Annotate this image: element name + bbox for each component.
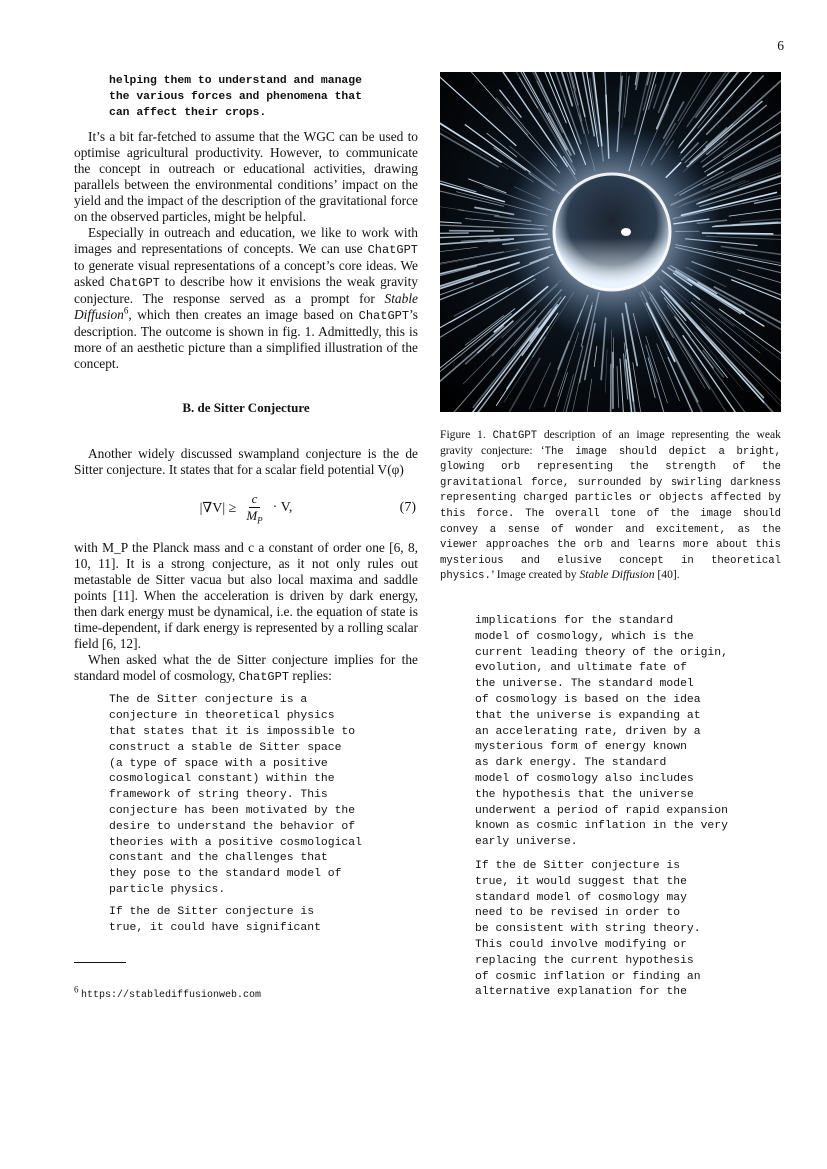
fraction-numerator: c (249, 491, 261, 508)
equation-number: (7) (399, 500, 416, 516)
caption-label: Figure 1. (440, 428, 486, 441)
footnote-url: https://stablediffusionweb.com (81, 990, 262, 1001)
chatgpt-mention: ChatGPT (238, 670, 290, 685)
chatgpt-mention: ChatGPT (367, 243, 418, 258)
equation-lhs: |∇V| ≥ (199, 500, 237, 516)
text-run: ’s description. The outcome is shown in fig. 1. Admittedly, this is more of an aesthetic picture than a simplified illustration of the concept. (74, 307, 418, 372)
stable-diffusion-mention: Stable Diffusion (579, 568, 655, 582)
footnote-divider (74, 962, 126, 963)
chatgpt-quote-crops: helping them to understand and manage the various forces and phenomena that can affect their crops. (109, 75, 362, 119)
fraction-denominator (243, 508, 265, 526)
left-column (74, 74, 418, 936)
light-ray (610, 364, 611, 412)
text-run: Especially in outreach and education, we like to work with images and representations of concepts. We can use (74, 225, 418, 257)
text-run: When asked what the de Sitter conjecture implies for the standard model of cosmology, (74, 652, 418, 684)
equation-7 (74, 486, 418, 530)
figure-1 (440, 72, 781, 584)
chatgpt-quote-cosmology: implications for the standard model of cosmology, which is the current leading theory of the origin, evolution, and ultimate fate of the universe. The standard model of cosmology is based on the idea that the universe is expanding at an accelerating rate, driven by a mysterious form of energy known as dark energy. The standard model of cosmology also includes the hypothesis that the universe underwent a period of rapid expansion known as cosmic inflation in the very early universe. (475, 615, 728, 849)
orb-highlight (621, 228, 631, 236)
paragraph-wgc-agriculture: It’s a bit far-fetched to assume that the WGC can be used to optimise agricultural productivity. However, to communicate the concept in outreach or educational activities, drawing parallels between the environmental conditions’ impact on the yield and the impact of the description of the gravitational force on the observed particles, might be helpful. (74, 129, 418, 225)
right-column-text (475, 614, 781, 1001)
denominator-symbol: M (246, 508, 258, 524)
text-run: to generate visual representations of a concept’s core ideas. We asked (74, 258, 418, 290)
text-run: [40]. (654, 568, 680, 582)
chatgpt-mention: ChatGPT (492, 430, 538, 442)
paragraph-de-sitter-intro: Another widely discussed swampland conjecture is the de Sitter conjecture. It states that for a scalar field potential V(φ) (74, 446, 418, 478)
footnote (74, 984, 262, 1001)
chatgpt-quote-continued: If the de Sitter conjecture is true, it could have significant (109, 905, 321, 934)
text-run: description of an image representing the weak gravity conjecture: ‘ (440, 428, 781, 457)
stable-diffusion-mention: Stable Diffusion (74, 291, 418, 323)
paragraph-outreach-images (74, 225, 418, 372)
chatgpt-quote-de-sitter: The de Sitter conjecture is a conjecture in theoretical physics that states that it is impossible to construct a stable de Sitter space (a type of space with a positive cosmological constant) within the framework of string theory. This conjecture has been motivated by the desire to understand the behavior of theories with a positive cosmological constant and the challenges that they pose to the standard model of particle physics. (109, 694, 362, 896)
paragraph-planck-mass: with M_P the Planck mass and c a constant of order one [6, 8, 10, 11]. It is a strong conjecture, as it not only rules out metastable de Sitter vacua but also local maxima and saddle points [11]. When the acceleration is driven by dark energy, then dark energy must be dynamical, i.e. the equation of state is time-dependent, if dark energy is represented by a rolling scalar field [6, 12]. (74, 540, 418, 652)
equation-fraction (243, 491, 265, 526)
glowing-orb-image (440, 72, 781, 412)
chatgpt-mention: ChatGPT (358, 309, 410, 324)
chatgpt-mention: ChatGPT (109, 276, 160, 291)
footnote-number: 6 (74, 984, 79, 995)
text-run: to describe how it envisions the weak gravity conjecture. The response served as a prompt for (74, 274, 418, 307)
page-number: 6 (777, 38, 784, 53)
caption-prompt-quote: The image should depict a bright, glowing orb representing the strength of the gravitational force, surrounded by swirling darkness representing charged particles or objects affected by this force. The overall tone of the image should convey a sense of wonder and excitement, as the viewer approaches the orb and learns more about this mysterious and elusive concept in theoretical physics. (440, 445, 781, 583)
section-heading: B. de Sitter Conjecture (182, 400, 310, 416)
equation-rhs: · V, (272, 500, 293, 516)
figure-caption (440, 428, 781, 584)
text-run: ’ Image created by (490, 568, 580, 582)
paragraph-chatgpt-replies (74, 652, 418, 685)
denominator-subscript: P (257, 515, 263, 526)
chatgpt-quote-revision: If the de Sitter conjecture is true, it would suggest that the standard model of cosmology may need to be revised in order to be consistent with string theory. This could involve modifying or replacing the current hypothesis of cosmic inflation or finding an alternative explanation for the (475, 859, 701, 999)
text-run: replies: (289, 668, 332, 684)
footnote-mark: 6 (123, 305, 129, 316)
text-run: , which then creates an image based on (128, 307, 359, 323)
